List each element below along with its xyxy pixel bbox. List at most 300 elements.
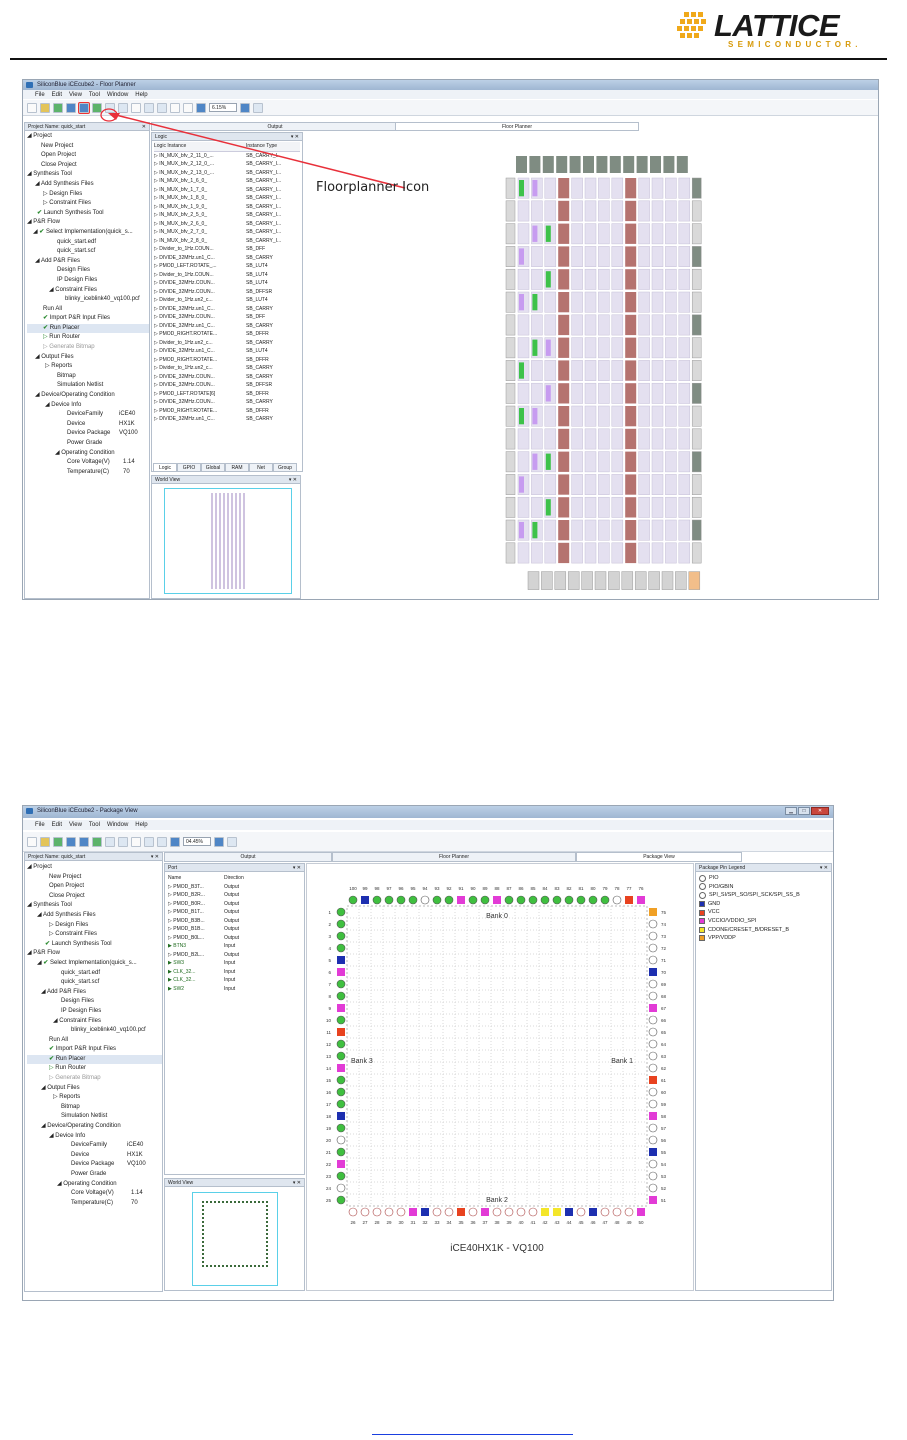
tree-open-project[interactable]: Open Project [49, 883, 85, 890]
world-view-viewport[interactable] [164, 488, 292, 594]
tree-pr-design-files[interactable]: Design Files [57, 267, 91, 274]
logic-tile[interactable] [518, 429, 529, 449]
pin-right[interactable] [649, 1196, 657, 1204]
zoom-select[interactable]: 04.45% [183, 837, 211, 846]
logic-tile[interactable] [598, 543, 609, 563]
port-row[interactable] [168, 917, 301, 926]
logic-tile[interactable] [585, 360, 596, 380]
logic-tile[interactable] [585, 224, 596, 244]
tree-run-all[interactable]: Run All [49, 1036, 69, 1043]
tree-pr-constraint-files[interactable]: ◢ Constraint Files [53, 1017, 101, 1024]
tree-bitmap[interactable]: Bitmap [61, 1103, 80, 1110]
logic-tile[interactable] [518, 269, 529, 289]
pin-top[interactable] [625, 896, 633, 904]
package-view-icon[interactable] [92, 837, 102, 847]
tree-open-project[interactable]: Open Project [41, 152, 77, 159]
ram-tile[interactable] [558, 292, 569, 312]
logic-row[interactable] [154, 390, 300, 399]
tab-ram[interactable]: RAM [225, 463, 249, 472]
pin-bottom[interactable] [457, 1208, 465, 1216]
io-tile-right[interactable] [692, 497, 701, 517]
pin-right[interactable] [649, 1184, 657, 1192]
tree-add-pr-files[interactable]: ◢ Add P&R Files [41, 988, 86, 995]
logic-tile[interactable] [531, 497, 542, 517]
port-row[interactable] [168, 900, 301, 909]
logic-tile[interactable] [639, 269, 650, 289]
logic-tile[interactable] [572, 178, 583, 198]
io-tile-left[interactable] [506, 452, 515, 472]
placed-cell[interactable] [532, 408, 537, 424]
logic-tile[interactable] [665, 338, 676, 358]
pin-top[interactable] [397, 896, 405, 904]
pin-top[interactable] [493, 896, 501, 904]
logic-tile[interactable] [612, 269, 623, 289]
logic-tile[interactable] [598, 178, 609, 198]
pin-top[interactable] [409, 896, 417, 904]
pin-left[interactable] [337, 920, 345, 928]
pin-top[interactable] [469, 896, 477, 904]
logic-row[interactable] [154, 407, 300, 416]
logic-tile[interactable] [652, 178, 663, 198]
floor-planner-canvas[interactable] [306, 142, 878, 598]
logic-tile[interactable] [585, 497, 596, 517]
open-folder-icon[interactable] [40, 837, 50, 847]
ram-tile[interactable] [625, 497, 636, 517]
pin-left[interactable] [337, 980, 345, 988]
pin-bottom[interactable] [613, 1208, 621, 1216]
placed-cell[interactable] [532, 454, 537, 470]
ram-tile[interactable] [625, 452, 636, 472]
logic-tile[interactable] [572, 292, 583, 312]
menu-window[interactable]: Window [106, 822, 129, 828]
logic-tile[interactable] [679, 178, 690, 198]
io-tile-left[interactable] [506, 474, 515, 494]
logic-tile[interactable] [652, 429, 663, 449]
logic-tile[interactable] [585, 452, 596, 472]
pin-top[interactable] [361, 896, 369, 904]
pin-left[interactable] [337, 1076, 345, 1084]
undo-icon[interactable] [144, 837, 154, 847]
port-row[interactable] [168, 959, 301, 968]
logic-tile[interactable] [598, 406, 609, 426]
tree-pcf-file[interactable]: blinky_iceblink40_vq100.pcf [71, 1027, 146, 1034]
menu-view[interactable]: View [69, 822, 82, 828]
netlist-icon[interactable] [66, 837, 76, 847]
port-row[interactable] [168, 951, 301, 960]
menu-help[interactable]: Help [135, 91, 148, 98]
tree-sim-netlist[interactable]: Simulation Netlist [61, 1113, 108, 1120]
io-tile-right[interactable] [692, 360, 701, 380]
logic-tile[interactable] [679, 360, 690, 380]
logic-tile[interactable] [679, 452, 690, 472]
logic-tile[interactable] [531, 269, 542, 289]
logic-tile[interactable] [652, 452, 663, 472]
logic-tile[interactable] [585, 474, 596, 494]
logic-tile[interactable] [585, 520, 596, 540]
io-tile-right[interactable] [692, 452, 701, 472]
port-row[interactable] [168, 976, 301, 985]
tree-device-info[interactable]: ◢ Device Info [49, 1132, 86, 1139]
pin-right[interactable] [649, 1052, 657, 1060]
logic-tile[interactable] [545, 406, 556, 426]
logic-tile[interactable] [665, 292, 676, 312]
close-button[interactable]: ✕ [811, 807, 829, 815]
pin-right[interactable] [649, 1124, 657, 1132]
logic-tile[interactable] [572, 360, 583, 380]
pin-bottom[interactable] [385, 1208, 393, 1216]
tree-synthesis-tool[interactable]: ◢ Synthesis Tool [27, 902, 72, 909]
logic-tile[interactable] [585, 178, 596, 198]
io-tile-left[interactable] [506, 201, 515, 221]
pin-left[interactable] [337, 1112, 345, 1120]
pin-top[interactable] [385, 896, 393, 904]
tree-operating-condition[interactable]: ◢ Operating Condition [55, 449, 115, 456]
placed-cell[interactable] [532, 180, 537, 196]
logic-row[interactable] [154, 415, 300, 424]
logic-row[interactable] [154, 254, 300, 263]
logic-tile[interactable] [612, 178, 623, 198]
pin-left[interactable] [337, 1136, 345, 1144]
tree-ip-design-files[interactable]: IP Design Files [61, 1007, 102, 1014]
tree-add-pr-files[interactable]: ◢ Add P&R Files [35, 257, 80, 264]
logic-tile[interactable] [679, 429, 690, 449]
tree-project[interactable]: ◢ Project [27, 864, 52, 870]
logic-tile[interactable] [612, 543, 623, 563]
tree-operating-condition[interactable]: ◢ Operating Condition [57, 1180, 117, 1187]
ram-tile[interactable] [558, 452, 569, 472]
ram-tile[interactable] [625, 315, 636, 335]
logic-row[interactable] [154, 228, 300, 237]
ram-tile[interactable] [558, 360, 569, 380]
io-tile-right[interactable] [692, 178, 701, 198]
logic-tile[interactable] [679, 224, 690, 244]
logic-tile[interactable] [531, 474, 542, 494]
ram-tile[interactable] [558, 178, 569, 198]
logic-tile[interactable] [598, 338, 609, 358]
port-row[interactable] [168, 925, 301, 934]
io-tile-bottom[interactable] [635, 572, 646, 590]
logic-tile[interactable] [545, 178, 556, 198]
ram-tile[interactable] [625, 269, 636, 289]
pin-right[interactable] [649, 1028, 657, 1036]
logic-tile[interactable] [531, 383, 542, 403]
tab-gpio[interactable]: GPIO [177, 463, 201, 472]
io-tile-right[interactable] [692, 201, 701, 221]
io-tile-left[interactable] [506, 520, 515, 540]
io-tile-bottom[interactable] [528, 572, 539, 590]
pin-right[interactable] [649, 968, 657, 976]
logic-tile[interactable] [572, 269, 583, 289]
logic-tile[interactable] [639, 543, 650, 563]
tree-synthesis-tool[interactable]: ◢ Synthesis Tool [27, 171, 72, 178]
col-logic-instance[interactable]: Logic Instance [154, 143, 187, 149]
tree-bitmap[interactable]: Bitmap [57, 372, 76, 379]
pin-top[interactable] [553, 896, 561, 904]
pin-top[interactable] [613, 896, 621, 904]
pin-top[interactable] [445, 896, 453, 904]
logic-row[interactable] [154, 279, 300, 288]
package-view-canvas[interactable] [306, 863, 694, 1291]
pin-top[interactable] [505, 896, 513, 904]
logic-tile[interactable] [639, 224, 650, 244]
logic-tile[interactable] [665, 315, 676, 335]
pin-top[interactable] [517, 896, 525, 904]
menu-tool[interactable]: Tool [88, 91, 100, 98]
logic-row[interactable] [154, 237, 300, 246]
logic-tile[interactable] [518, 224, 529, 244]
placed-cell[interactable] [532, 226, 537, 242]
io-tile-right[interactable] [692, 406, 701, 426]
tree-run-router[interactable]: ▷ Run Router [49, 1065, 86, 1072]
pin-right[interactable] [649, 932, 657, 940]
logic-tile[interactable] [585, 383, 596, 403]
placed-cell[interactable] [546, 271, 551, 287]
io-tile-bottom[interactable] [608, 572, 619, 590]
logic-tile[interactable] [545, 520, 556, 540]
new-file-icon[interactable] [27, 837, 37, 847]
logic-tile[interactable] [665, 429, 676, 449]
ram-tile[interactable] [625, 360, 636, 380]
logic-tile[interactable] [612, 224, 623, 244]
logic-tile[interactable] [572, 315, 583, 335]
tree-pr-flow[interactable]: ◢ P&R Flow [27, 950, 60, 957]
port-row[interactable] [168, 942, 301, 951]
placed-cell[interactable] [532, 340, 537, 356]
pin-right[interactable] [649, 1112, 657, 1120]
logic-tile[interactable] [531, 315, 542, 335]
logic-tile[interactable] [598, 429, 609, 449]
logic-tile[interactable] [612, 315, 623, 335]
logic-tile[interactable] [639, 338, 650, 358]
pin-bottom[interactable] [589, 1208, 597, 1216]
logic-tile[interactable] [639, 452, 650, 472]
ram-tile[interactable] [625, 520, 636, 540]
logic-tile[interactable] [652, 543, 663, 563]
tree-run-placer[interactable]: ✔ Run Placer [27, 324, 149, 334]
logic-tile[interactable] [639, 178, 650, 198]
io-tile-right[interactable] [692, 224, 701, 244]
floorplanner-icon[interactable] [79, 103, 89, 113]
ram-tile[interactable] [625, 474, 636, 494]
pin-left[interactable] [337, 1172, 345, 1180]
menu-view[interactable]: View [69, 91, 82, 98]
ram-tile[interactable] [625, 246, 636, 266]
logic-tile[interactable] [665, 406, 676, 426]
logic-tile[interactable] [572, 224, 583, 244]
port-row[interactable] [168, 891, 301, 900]
zoom-select[interactable]: 6.15% [209, 103, 237, 112]
logic-tile[interactable] [572, 338, 583, 358]
logic-tile[interactable] [652, 338, 663, 358]
logic-row[interactable] [154, 322, 300, 331]
placed-cell[interactable] [519, 180, 524, 196]
logic-tile[interactable] [585, 543, 596, 563]
logic-row[interactable] [154, 347, 300, 356]
io-tile-left[interactable] [506, 269, 515, 289]
logic-tile[interactable] [665, 520, 676, 540]
io-tile-left[interactable] [506, 246, 515, 266]
logic-tile[interactable] [665, 178, 676, 198]
logic-tile[interactable] [572, 452, 583, 472]
pin-right[interactable] [649, 1148, 657, 1156]
pin-right[interactable] [649, 920, 657, 928]
ram-tile[interactable] [625, 224, 636, 244]
tree-close-project[interactable]: Close Project [49, 892, 85, 899]
run-synthesis-icon[interactable] [53, 837, 63, 847]
io-tile-right[interactable] [692, 520, 701, 540]
tree-scf-file[interactable]: quick_start.scf [61, 979, 100, 986]
logic-row[interactable] [154, 203, 300, 212]
pin-left[interactable] [337, 1040, 345, 1048]
tree-sim-netlist[interactable]: Simulation Netlist [57, 382, 104, 389]
ram-tile[interactable] [558, 543, 569, 563]
logic-tile[interactable] [652, 292, 663, 312]
io-tile-right[interactable] [692, 474, 701, 494]
logic-tile[interactable] [585, 269, 596, 289]
io-tile-left[interactable] [506, 543, 515, 563]
tree-add-synth-files[interactable]: ◢ Add Synthesis Files [35, 180, 94, 187]
ram-tile[interactable] [558, 429, 569, 449]
logic-tile[interactable] [665, 269, 676, 289]
logic-tile[interactable] [679, 269, 690, 289]
logic-row[interactable] [154, 373, 300, 382]
logic-tile[interactable] [598, 474, 609, 494]
ram-tile[interactable] [625, 429, 636, 449]
pin-bottom[interactable] [577, 1208, 585, 1216]
maximize-button[interactable]: □ [798, 807, 810, 815]
tree-ip-design-files[interactable]: IP Design Files [57, 276, 98, 283]
pin-right[interactable] [649, 1004, 657, 1012]
menu-tool[interactable]: Tool [88, 822, 100, 828]
logic-tile[interactable] [531, 201, 542, 221]
fit-view-icon[interactable] [227, 837, 237, 847]
logic-tile[interactable] [679, 246, 690, 266]
redo-icon[interactable] [157, 837, 167, 847]
ram-tile[interactable] [558, 224, 569, 244]
pin-bottom[interactable] [529, 1208, 537, 1216]
port-row[interactable] [168, 985, 301, 994]
tab-floor-planner[interactable]: Floor Planner [395, 122, 639, 131]
tree-pr-design-files[interactable]: Design Files [61, 998, 95, 1005]
pin-bottom[interactable] [553, 1208, 561, 1216]
io-tile-top[interactable] [623, 156, 634, 173]
ram-tile[interactable] [558, 474, 569, 494]
power-icon[interactable] [118, 837, 128, 847]
logic-row[interactable] [154, 211, 300, 220]
logic-tile[interactable] [585, 338, 596, 358]
logic-tile[interactable] [518, 383, 529, 403]
tree-new-project[interactable]: New Project [41, 142, 74, 149]
tree-new-project[interactable]: New Project [49, 873, 82, 880]
io-tile-left[interactable] [506, 315, 515, 335]
port-row[interactable] [168, 908, 301, 917]
logic-tile[interactable] [679, 292, 690, 312]
logic-tile[interactable] [545, 292, 556, 312]
logic-tile[interactable] [679, 543, 690, 563]
ram-tile[interactable] [558, 383, 569, 403]
logic-tile[interactable] [612, 474, 623, 494]
logic-tile[interactable] [652, 383, 663, 403]
logic-tile[interactable] [545, 474, 556, 494]
logic-tile[interactable] [598, 520, 609, 540]
logic-tile[interactable] [665, 360, 676, 380]
zoom-in-icon[interactable] [214, 837, 224, 847]
logic-row[interactable] [154, 296, 300, 305]
pin-right[interactable] [649, 908, 657, 916]
io-tile-left[interactable] [506, 429, 515, 449]
menu-edit[interactable]: Edit [51, 91, 63, 98]
io-tile-top[interactable] [677, 156, 688, 173]
logic-tile[interactable] [652, 246, 663, 266]
pin-left[interactable] [337, 1052, 345, 1060]
menu-file[interactable]: File [35, 91, 45, 98]
pin-top[interactable] [589, 896, 597, 904]
logic-tile[interactable] [572, 201, 583, 221]
io-tile-top[interactable] [583, 156, 594, 173]
pin-left[interactable] [337, 1160, 345, 1168]
logic-tile[interactable] [652, 406, 663, 426]
port-row[interactable] [168, 883, 301, 892]
timing-icon[interactable] [105, 837, 115, 847]
logic-tile[interactable] [545, 246, 556, 266]
port-row[interactable] [168, 968, 301, 977]
pin-top[interactable] [601, 896, 609, 904]
logic-tile[interactable] [652, 360, 663, 380]
placed-cell[interactable] [519, 294, 524, 310]
io-tile-bottom[interactable] [582, 572, 593, 590]
logic-tile[interactable] [639, 429, 650, 449]
io-tile-top[interactable] [529, 156, 540, 173]
placed-cell[interactable] [519, 248, 524, 264]
pin-right[interactable] [649, 1040, 657, 1048]
io-tile-right[interactable] [692, 315, 701, 335]
floorplanner-icon[interactable] [79, 837, 89, 847]
logic-row[interactable] [154, 245, 300, 254]
pin-top[interactable] [349, 896, 357, 904]
logic-tile[interactable] [639, 406, 650, 426]
tree-output-files[interactable]: ◢ Output Files [35, 353, 74, 360]
logic-tile[interactable] [545, 360, 556, 380]
io-tile-top[interactable] [637, 156, 648, 173]
logic-tile[interactable] [598, 452, 609, 472]
logic-tile[interactable] [531, 246, 542, 266]
logic-row[interactable] [154, 288, 300, 297]
tree-reports[interactable]: ▷ Reports [45, 363, 73, 370]
placed-cell[interactable] [546, 499, 551, 515]
pin-left[interactable] [337, 1148, 345, 1156]
tree-generate-bitmap[interactable]: ▷ Generate Bitmap [43, 344, 95, 351]
pin-bottom[interactable] [409, 1208, 417, 1216]
logic-tile[interactable] [572, 406, 583, 426]
logic-row[interactable] [154, 220, 300, 229]
logic-tile[interactable] [612, 383, 623, 403]
tab-logic[interactable]: Logic [153, 463, 177, 472]
ram-tile[interactable] [625, 383, 636, 403]
logic-row[interactable] [154, 364, 300, 373]
logic-tile[interactable] [585, 201, 596, 221]
placed-cell[interactable] [546, 454, 551, 470]
logic-tile[interactable] [639, 497, 650, 517]
pin-right[interactable] [649, 944, 657, 952]
logic-tile[interactable] [679, 520, 690, 540]
logic-tile[interactable] [639, 292, 650, 312]
logic-row[interactable] [154, 381, 300, 390]
io-tile-right[interactable] [692, 338, 701, 358]
new-file-icon[interactable] [27, 103, 37, 113]
tree-design-files[interactable]: ▷ Design Files [43, 190, 83, 197]
logic-tile[interactable] [612, 292, 623, 312]
pin-left[interactable] [337, 956, 345, 964]
